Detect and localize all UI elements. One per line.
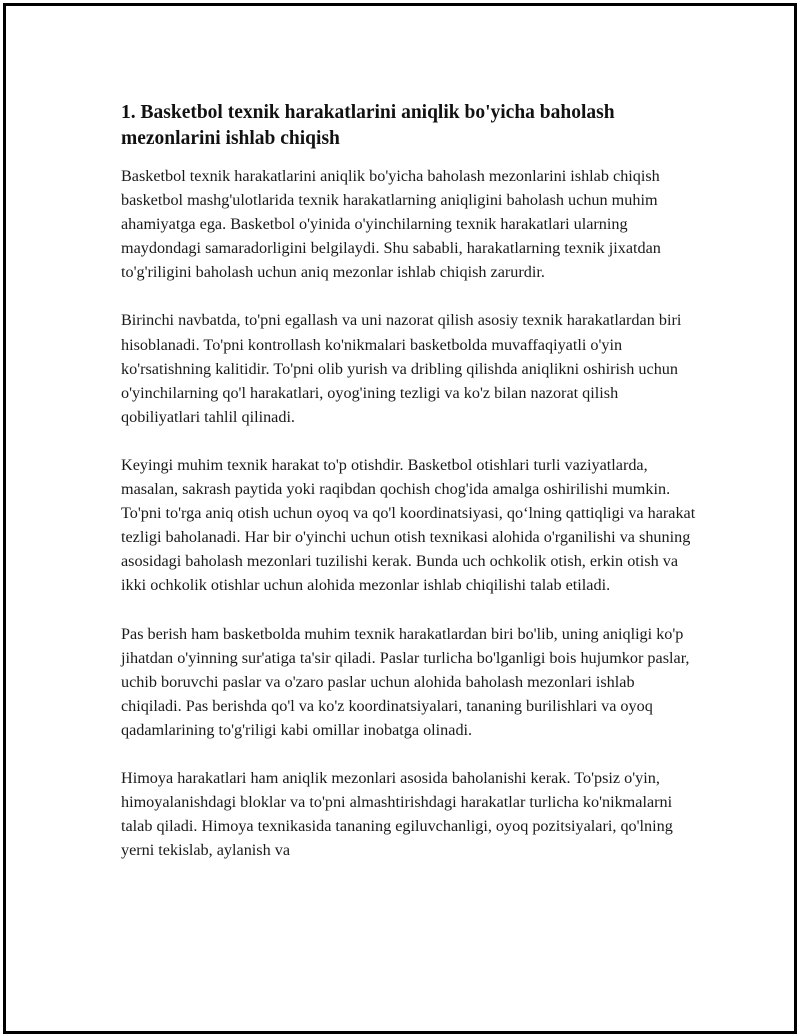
document-body [121,100,696,886]
paragraph-passing: Pas berish ham basketbolda muhim texnik harakatlardan biri bo'lib, uning aniqligi ko'p jihatdan o'yinning sur'atiga ta'sir qiladi. Paslar turlicha bo'lganligi bois hujumkor paslar, uchib boruvchi paslar va o'zaro paslar uchun alohida baholash mezonlari ishlab chiqiladi. Pas berishda qo'l va ko'z koordinatsiyalari, tananing burilishlari va oyoq qadamlarining to'g'riligi kabi omillar inobatga olinadi. [121,624,690,739]
paragraph-ball-control: Birinchi navbatda, to'pni egallash va uni nazorat qilish asosiy texnik harakatlardan biri hisoblanadi. To'pni kontrollash ko'nikmalari basketbolda muvaffaqiyatli o'yin ko'rsatishning kalitidir. To'pni olib yurish va dribling qilishda aniqlikni oshirish uchun o'yinchilarning qo'l harakatlari, oyog'ining tezligi va ko'z bilan nazorat qilish qobiliyatlari tahlil qilinadi. [121,311,682,426]
paragraph-defense: Himoya harakatlari ham aniqlik mezonlari asosida baholanishi kerak. To'psiz o'yin, himoyalanishdagi bloklar va to'pni almashtirishdagi harakatlar turlicha ko'nikmalarni talab qiladi. Himoya texnikasida tananing egiluvchanligi, oyoq pozitsiyalari, qo'lning yerni tekislab, aylanish va [121,768,673,860]
paragraph-intro: Basketbol texnik harakatlarini aniqlik bo'yicha baholash mezonlarini ishlab chiqish basketbol mashg'ulotlarida texnik harakatlarning aniqligini baholash uchun muhim ahamiyatga ega. Basketbol o'yinida o'yinchilarning texnik harakatlari ularning maydondagi samaradorligini belgilaydi. Shu sababli, harakatlarning texnik jixatdan to'g'riligini baholash uchun aniq mezonlar ishlab chiqish zarurdir. [121,167,661,282]
paragraph-shooting: Keyingi muhim texnik harakat to'p otishdir. Basketbol otishlari turli vaziyatlarda, masalan, sakrash paytida yoki raqibdan qochish chog'ida amalga oshirilishi mumkin. To'pni to'rga aniq otish uchun oyoq va qo'l koordinatsiyasi, qo‘lning qattiqligi va harakat tezligi baholanadi. Har bir o'yinchi uchun otish texnikasi alohida o'rganilishi va shuning asosidagi baholash mezonlari tuzilishi kerak. Bunda uch ochkolik otish, erkin otish va ikki ochkolik otishlar uchun alohida mezonlar ishlab chiqilishi talab etiladi. [121,455,696,595]
document-page [3,3,797,1034]
section-heading: 1. Basketbol texnik harakatlarini aniqlik bo'yicha baholash mezonlarini ishlab chiqish [121,102,615,149]
